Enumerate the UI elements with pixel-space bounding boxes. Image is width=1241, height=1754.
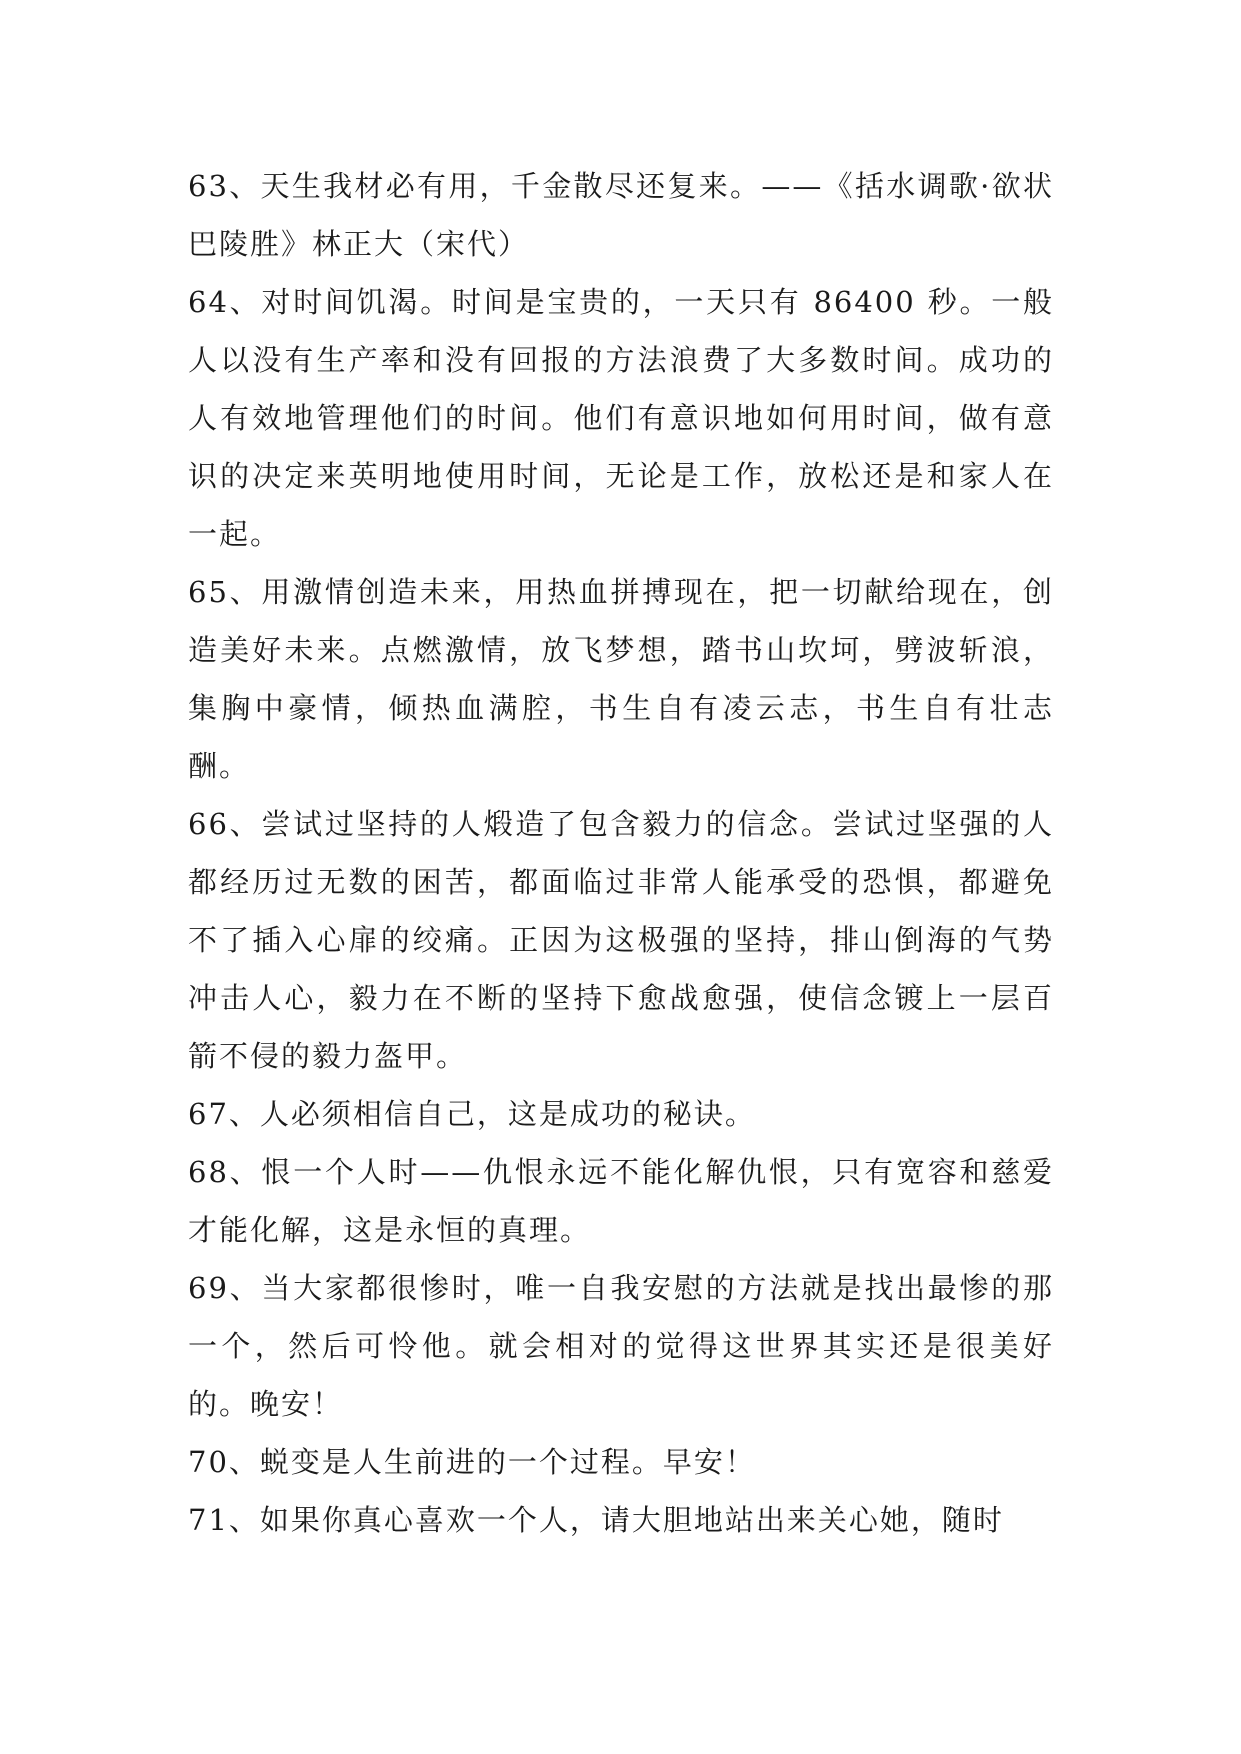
quote-entry-65: 65、用激情创造未来，用热血拼搏现在，把一切献给现在，创造美好未来。点燃激情，放飞梦想，踏书山坎坷，劈波斩浪，集胸中豪情，倾热血满腔，书生自有凌云志，书生自有壮志酬。 xyxy=(188,575,1054,783)
quote-entry-69: 69、当大家都很惨时，唯一自我安慰的方法就是找出最惨的那一个，然后可怜他。就会相对的觉得这世界其实还是很美好的。晚安！ xyxy=(188,1271,1054,1421)
quote-entry-64: 64、对时间饥渴。时间是宝贵的，一天只有 86400 秒。一般人以没有生产率和没有回报的方法浪费了大多数时间。成功的人有效地管理他们的时间。他们有意识地如何用时间，做有意识的决定来英明地使用时间，无论是工作，放松还是和家人在一起。 xyxy=(188,285,1054,551)
quote-entry-63: 63、天生我材必有用，千金散尽还复来。——《括水调歌·欲状巴陵胜》林正大（宋代） xyxy=(188,169,1054,261)
quote-entry-68: 68、恨一个人时——仇恨永远不能化解仇恨，只有宽容和慈爱才能化解，这是永恒的真理。 xyxy=(188,1155,1054,1247)
quote-entry-66: 66、尝试过坚持的人煅造了包含毅力的信念。尝试过坚强的人都经历过无数的困苦，都面临过非常人能承受的恐惧，都避免不了插入心扉的绞痛。正因为这极强的坚持，排山倒海的气势冲击人心，毅力在不断的坚持下愈战愈强，使信念镀上一层百箭不侵的毅力盔甲。 xyxy=(188,807,1054,1073)
quote-list xyxy=(188,157,1054,1549)
quote-entry-71: 71、如果你真心喜欢一个人，请大胆地站出来关心她，随时 xyxy=(188,1503,1004,1537)
quote-entry-67: 67、人必须相信自己，这是成功的秘诀。 xyxy=(188,1097,756,1131)
quote-entry-70: 70、蜕变是人生前进的一个过程。早安！ xyxy=(188,1445,756,1479)
